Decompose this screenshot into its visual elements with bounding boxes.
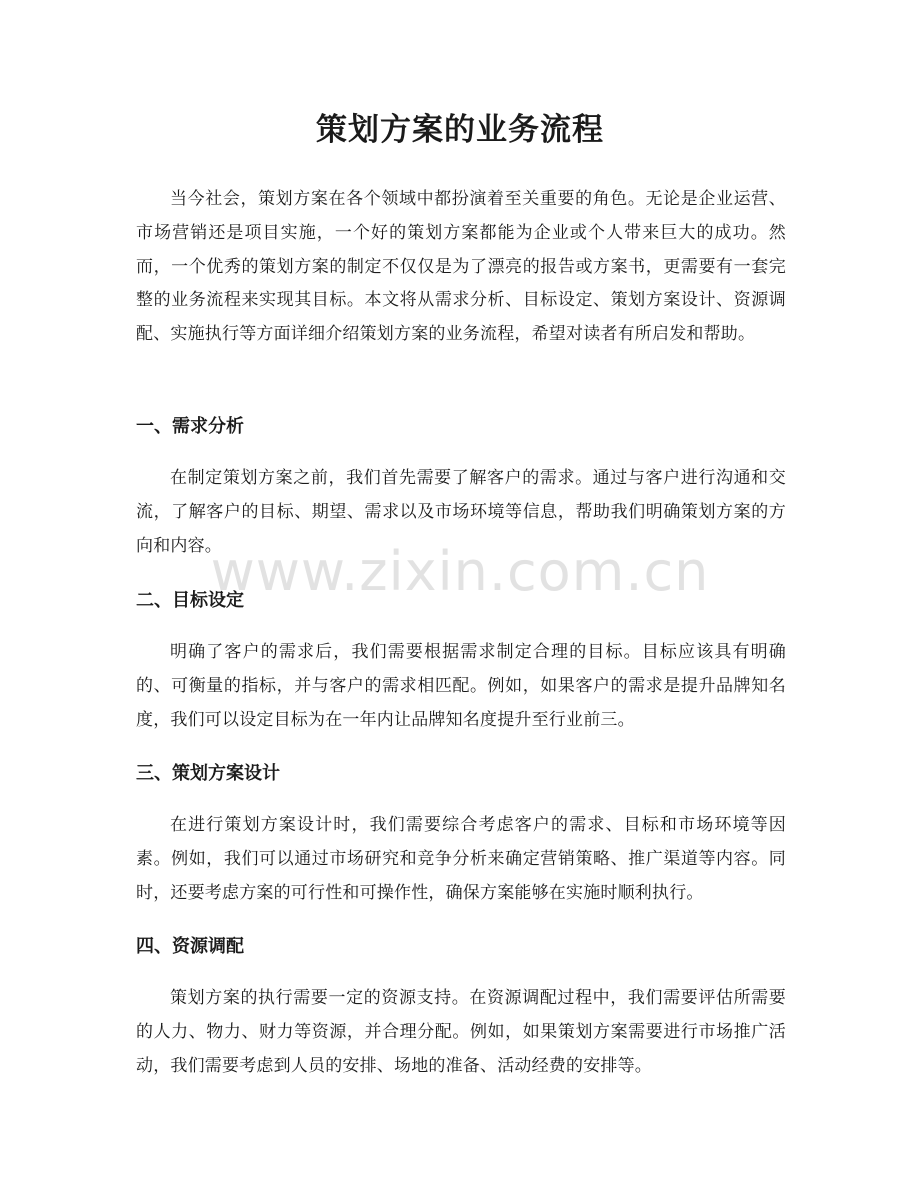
watermark-text: www.zixin.com.cn — [210, 540, 710, 603]
intro-paragraph: 当今社会，策划方案在各个领域中都扮演着至关重要的角色。无论是企业运营、市场营销还是项目实施，一个好的策划方案都能为企业或个人带来巨大的成功。然而，一个优秀的策划方案的制定不仅仅是为了漂亮的报告或方案书，更需要有一套完整的业务流程来实现其目标。本文将从需求分析、目标设定、策划方案设计、资源调配、实施执行等方面详细介绍策划方案的业务流程，希望对读者有所启发和帮助。 — [136, 189, 786, 345]
section-body-2: 明确了客户的需求后，我们需要根据需求制定合理的目标。目标应该具有明确的、可衡量的指标，并与客户的需求相匹配。例如，如果客户的需求是提升品牌知名度，我们可以设定目标为在一年内让品牌知名度提升至行业前三。 — [136, 642, 786, 730]
section-heading-1: 一、需求分析 — [136, 416, 244, 437]
section-body-1: 在制定策划方案之前，我们首先需要了解客户的需求。通过与客户进行沟通和交流，了解客户的目标、期望、需求以及市场环境等信息，帮助我们明确策划方案的方向和内容。 — [136, 468, 786, 556]
section-heading-4: 四、资源调配 — [136, 936, 244, 957]
section-heading-3: 三、策划方案设计 — [136, 763, 280, 784]
section-body-3: 在进行策划方案设计时，我们需要综合考虑客户的需求、目标和市场环境等因素。例如，我们可以通过市场研究和竞争分析来确定营销策略、推广渠道等内容。同时，还要考虑方案的可行性和可操作性，确保方案能够在实施时顺利执行。 — [136, 815, 786, 903]
section-heading-2: 二、目标设定 — [136, 590, 244, 611]
section-body-4: 策划方案的执行需要一定的资源支持。在资源调配过程中，我们需要评估所需要的人力、物力、财力等资源，并合理分配。例如，如果策划方案需要进行市场推广活动，我们需要考虑到人员的安排、场地的准备、活动经费的安排等。 — [136, 988, 786, 1076]
document-title: 策划方案的业务流程 — [316, 112, 604, 148]
